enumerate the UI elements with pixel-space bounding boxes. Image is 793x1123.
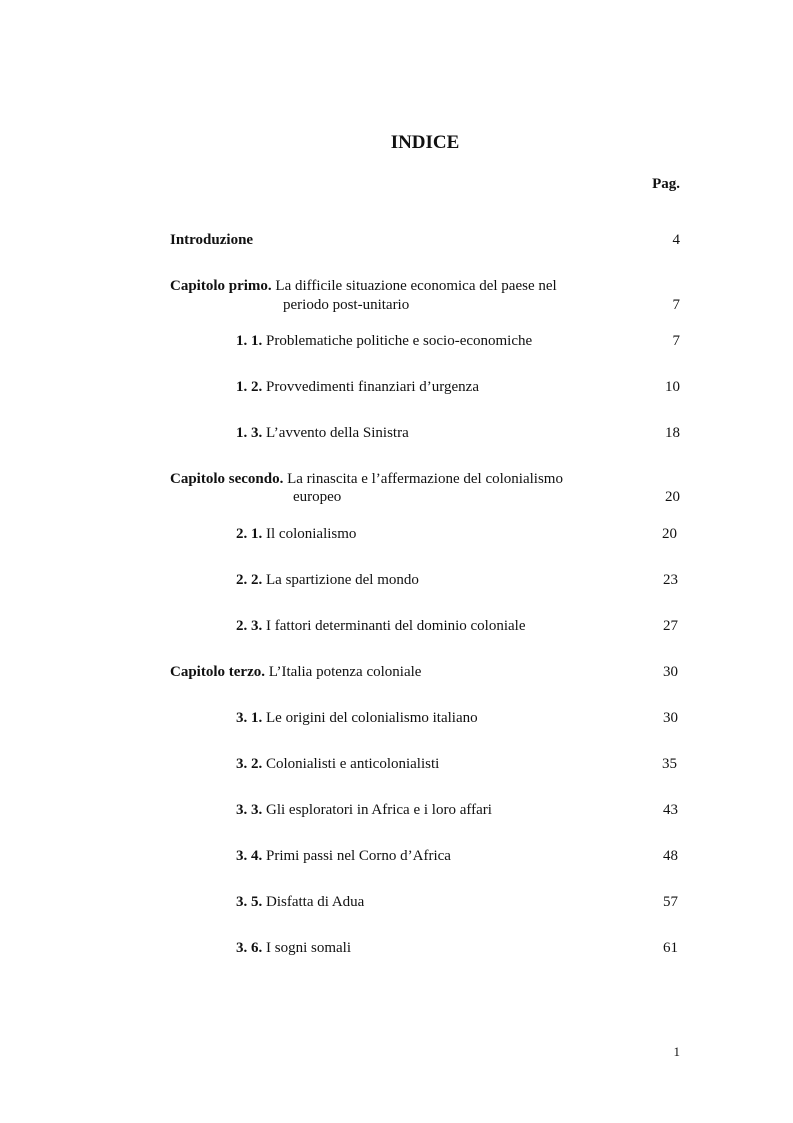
toc-entry-title: Provvedimenti finanziari d’urgenza bbox=[266, 379, 479, 395]
toc-section-number: 2. 2. bbox=[236, 572, 263, 588]
toc-entry-title: Il colonialismo bbox=[266, 526, 357, 542]
toc-entry-title: L’avvento della Sinistra bbox=[266, 425, 409, 441]
toc-entry-title: Primi passi nel Corno d’Africa bbox=[266, 848, 451, 864]
toc-page-number: 43 bbox=[663, 802, 678, 818]
toc-section-number: 3. 5. bbox=[236, 894, 263, 910]
toc-section-number: 3. 3. bbox=[236, 802, 263, 818]
toc-section-number: 2. 3. bbox=[236, 618, 263, 634]
toc-page-number: 30 bbox=[663, 710, 678, 726]
toc-entry-section[interactable] bbox=[236, 333, 532, 350]
toc-entry-section[interactable] bbox=[236, 379, 479, 396]
toc-page-number: 20 bbox=[665, 489, 680, 505]
toc-section-number: 1. 2. bbox=[236, 379, 263, 395]
toc-entry-label: Capitolo terzo. bbox=[170, 664, 265, 680]
toc-page-number: 20 bbox=[662, 526, 677, 542]
toc-section-number: 3. 2. bbox=[236, 756, 263, 772]
toc-entry-section[interactable] bbox=[236, 756, 439, 773]
toc-entry-section[interactable] bbox=[236, 802, 492, 819]
toc-entry-title: Gli esploratori in Africa e i loro affari bbox=[266, 802, 492, 818]
toc-section-number: 2. 1. bbox=[236, 526, 263, 542]
toc-entry-section[interactable] bbox=[236, 940, 351, 957]
toc-page-number: 23 bbox=[663, 572, 678, 588]
toc-entry-label: Introduzione bbox=[170, 232, 254, 248]
toc-section-number: 3. 1. bbox=[236, 710, 263, 726]
page-column-header: Pag. bbox=[652, 176, 680, 192]
toc-entry-capitolo-secondo[interactable] bbox=[170, 471, 563, 488]
toc-entry-title: Le origini del colonialismo italiano bbox=[266, 710, 478, 726]
toc-entry-section[interactable] bbox=[236, 894, 364, 911]
toc-entry-title: La spartizione del mondo bbox=[266, 572, 419, 588]
toc-section-number: 3. 4. bbox=[236, 848, 263, 864]
toc-page-number: 57 bbox=[663, 894, 678, 910]
toc-entry-label: Capitolo primo. bbox=[170, 278, 272, 294]
toc-entry-section[interactable] bbox=[236, 526, 356, 543]
toc-entry-title: La rinascita e l’affermazione del colonialismo bbox=[287, 471, 563, 487]
toc-entry-title: Disfatta di Adua bbox=[266, 894, 365, 910]
toc-page-number: 4 bbox=[672, 232, 680, 248]
toc-entry-capitolo-terzo[interactable] bbox=[170, 664, 421, 681]
toc-page-number: 18 bbox=[665, 425, 680, 441]
toc-entry-title: L’Italia potenza coloniale bbox=[268, 664, 422, 680]
toc-entry-title: La difficile situazione economica del paese nel bbox=[275, 278, 557, 294]
toc-entry-title: Problematiche politiche e socio-economiche bbox=[266, 333, 533, 349]
toc-page-number: 7 bbox=[672, 333, 680, 349]
toc-page-number: 30 bbox=[663, 664, 678, 680]
toc-page-number: 7 bbox=[672, 297, 680, 313]
toc-entry-section[interactable] bbox=[236, 425, 409, 442]
toc-page-number: 10 bbox=[665, 379, 680, 395]
toc-entry-title: Colonialisti e anticolonialisti bbox=[266, 756, 440, 772]
toc-entry-title: I sogni somali bbox=[266, 940, 351, 956]
page-title: INDICE bbox=[390, 132, 460, 153]
toc-entry-title: I fattori determinanti del dominio coloniale bbox=[266, 618, 526, 634]
toc-entry-section[interactable] bbox=[236, 572, 419, 589]
toc-page-number: 27 bbox=[663, 618, 678, 634]
toc-section-number: 3. 6. bbox=[236, 940, 263, 956]
toc-page-number: 61 bbox=[663, 940, 678, 956]
toc-entry-introduzione[interactable] bbox=[170, 232, 253, 249]
toc-entry-label: Capitolo secondo. bbox=[170, 471, 284, 487]
footer-page-number: 1 bbox=[673, 1044, 680, 1059]
toc-entry-section[interactable] bbox=[236, 618, 526, 635]
toc-entry-capitolo-primo[interactable] bbox=[170, 278, 557, 295]
toc-entry-section[interactable] bbox=[236, 848, 451, 865]
toc-section-number: 1. 1. bbox=[236, 333, 263, 349]
toc-entry-title-continuation: periodo post-unitario bbox=[283, 297, 410, 313]
toc-entry-title-continuation: europeo bbox=[293, 489, 342, 505]
toc-entry-section[interactable] bbox=[236, 710, 478, 727]
toc-section-number: 1. 3. bbox=[236, 425, 263, 441]
toc-page-number: 48 bbox=[663, 848, 678, 864]
toc-page-number: 35 bbox=[662, 756, 677, 772]
